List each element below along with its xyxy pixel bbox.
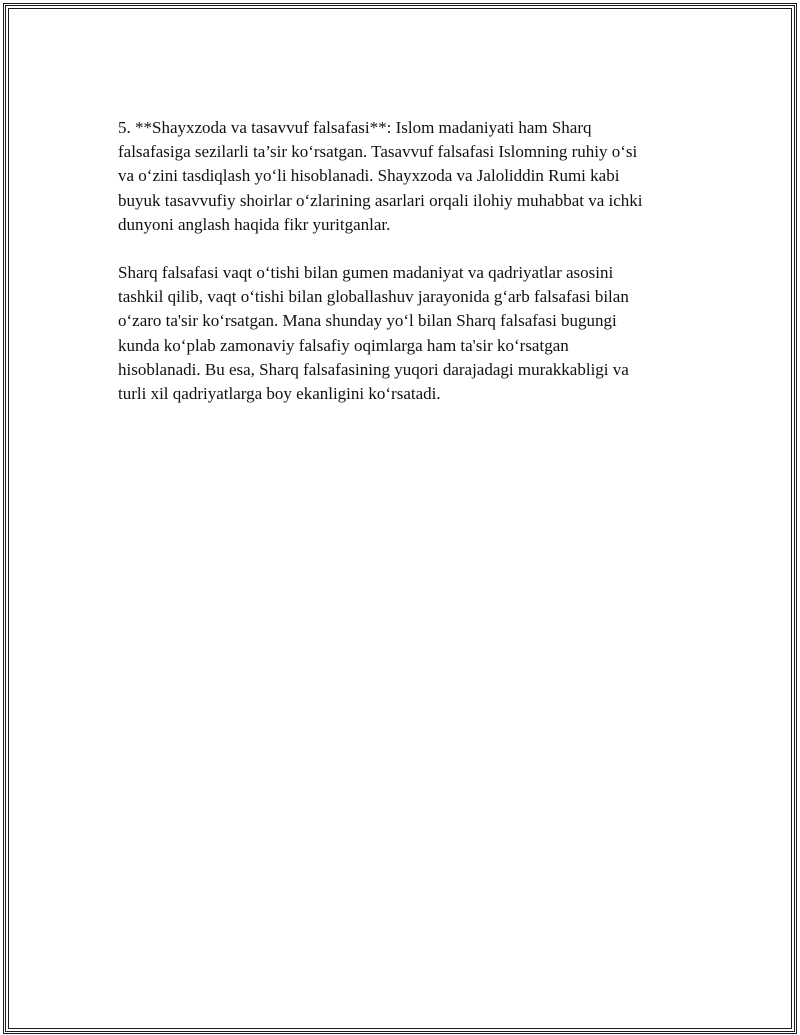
paragraph-sharq-falsafasi: Sharq falsafasi vaqt o‘tishi bilan gumen madaniyat va qadriyatlar asosini tashkil qilib, vaqt o‘tishi bilan globallashuv jarayonida g‘arb falsafasi bilan o‘zaro ta'sir ko‘rsatgan. Mana shunday yo‘l bilan Sharq falsafasi bugungi kunda ko‘plab zamonaviy falsafiy oqimlarga ham ta'sir ko‘rsatgan hisoblanadi. Bu esa, Sharq falsafasining yuqori darajadagi murakkabligi va turli xil qadriyatlarga boy ekanligini ko‘rsatadi.: [118, 263, 629, 404]
paragraph-shayxzoda-tasavvuf: 5. **Shayxzoda va tasavvuf falsafasi**: Islom madaniyati ham Sharq falsafasiga sezilarli ta’sir ko‘rsatgan. Tasavvuf falsafasi Islomning ruhiy o‘si va o‘zini tasdiqlash yo‘li hisoblanadi. Shayxzoda va Jaloliddin Rumi kabi buyuk tasavvufiy shoirlar o‘zlarining asarlari orqali ilohiy muhabbat va ichki dunyoni anglash haqida fikr yuritganlar.: [118, 118, 643, 234]
document-body: [118, 116, 698, 430]
